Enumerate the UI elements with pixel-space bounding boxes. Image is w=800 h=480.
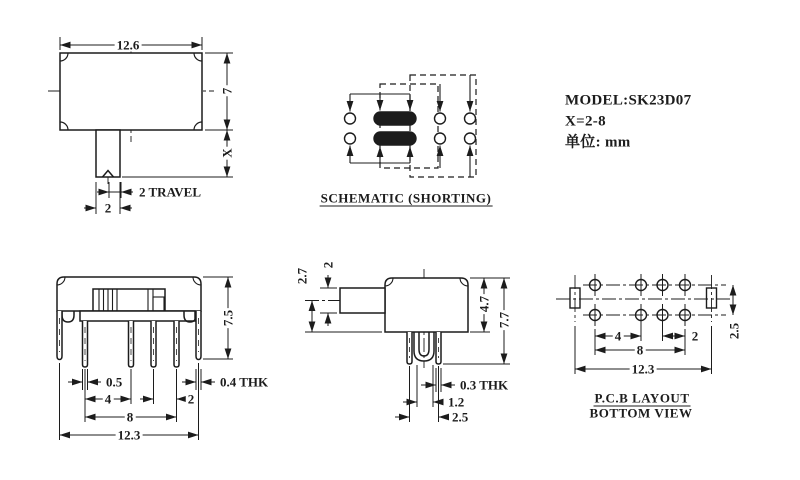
model-number: MODEL:SK23D07 — [565, 92, 692, 109]
front-view-pitch-a-dim: 4 — [104, 391, 112, 407]
pcb-pitch-b-dim: 2 — [691, 328, 699, 344]
front-view-pin-width-dim: 0.5 — [106, 374, 123, 390]
side-view-drawing — [305, 269, 510, 425]
schematic-drawing — [345, 75, 477, 177]
pcb-pitch-a-dim: 4 — [614, 328, 622, 344]
pcb-title: P.C.B LAYOUT — [594, 390, 690, 406]
pcb-row-pitch-dim: 2.5 — [726, 322, 742, 340]
top-view-width-dim: 12.6 — [116, 37, 140, 53]
front-view-span-dim: 8 — [126, 409, 134, 425]
front-view-tab-thickness-dim: 0.4 THK — [220, 374, 269, 390]
x-range: X=2-8 — [565, 113, 606, 130]
top-view-stem-dim: X — [219, 148, 235, 158]
top-view-travel-dim: 2 TRAVEL — [139, 184, 202, 200]
side-view-pin-thickness-dim: 0.3 THK — [460, 377, 509, 393]
side-view-lever-center-dim: 2.7 — [294, 267, 310, 285]
side-view-pin-pitch-dim: 2.5 — [452, 409, 469, 425]
pcb-layout-drawing — [556, 274, 733, 377]
side-view-lever-thickness-dim: 2 — [320, 261, 336, 269]
pcb-subtitle: BOTTOM VIEW — [589, 405, 693, 421]
top-view-height-dim: 7 — [219, 87, 235, 95]
front-view-drawing — [57, 277, 236, 443]
side-view-loop-width-dim: 1.2 — [448, 394, 465, 410]
top-view-knob-dim: 2 — [104, 200, 112, 216]
pcb-span-dim: 8 — [636, 342, 644, 358]
side-view-total-height-dim: 7.7 — [496, 311, 512, 329]
front-view-height-dim: 7.5 — [220, 309, 236, 327]
pcb-total-width-dim: 12.3 — [631, 361, 655, 377]
front-view-pitch-b-dim: 2 — [187, 391, 195, 407]
unit-label: 单位: mm — [565, 134, 631, 151]
front-view-total-width-dim: 12.3 — [117, 427, 141, 443]
side-view-body-height-dim: 4.7 — [476, 295, 492, 313]
schematic-title: SCHEMATIC (SHORTING) — [320, 190, 492, 206]
